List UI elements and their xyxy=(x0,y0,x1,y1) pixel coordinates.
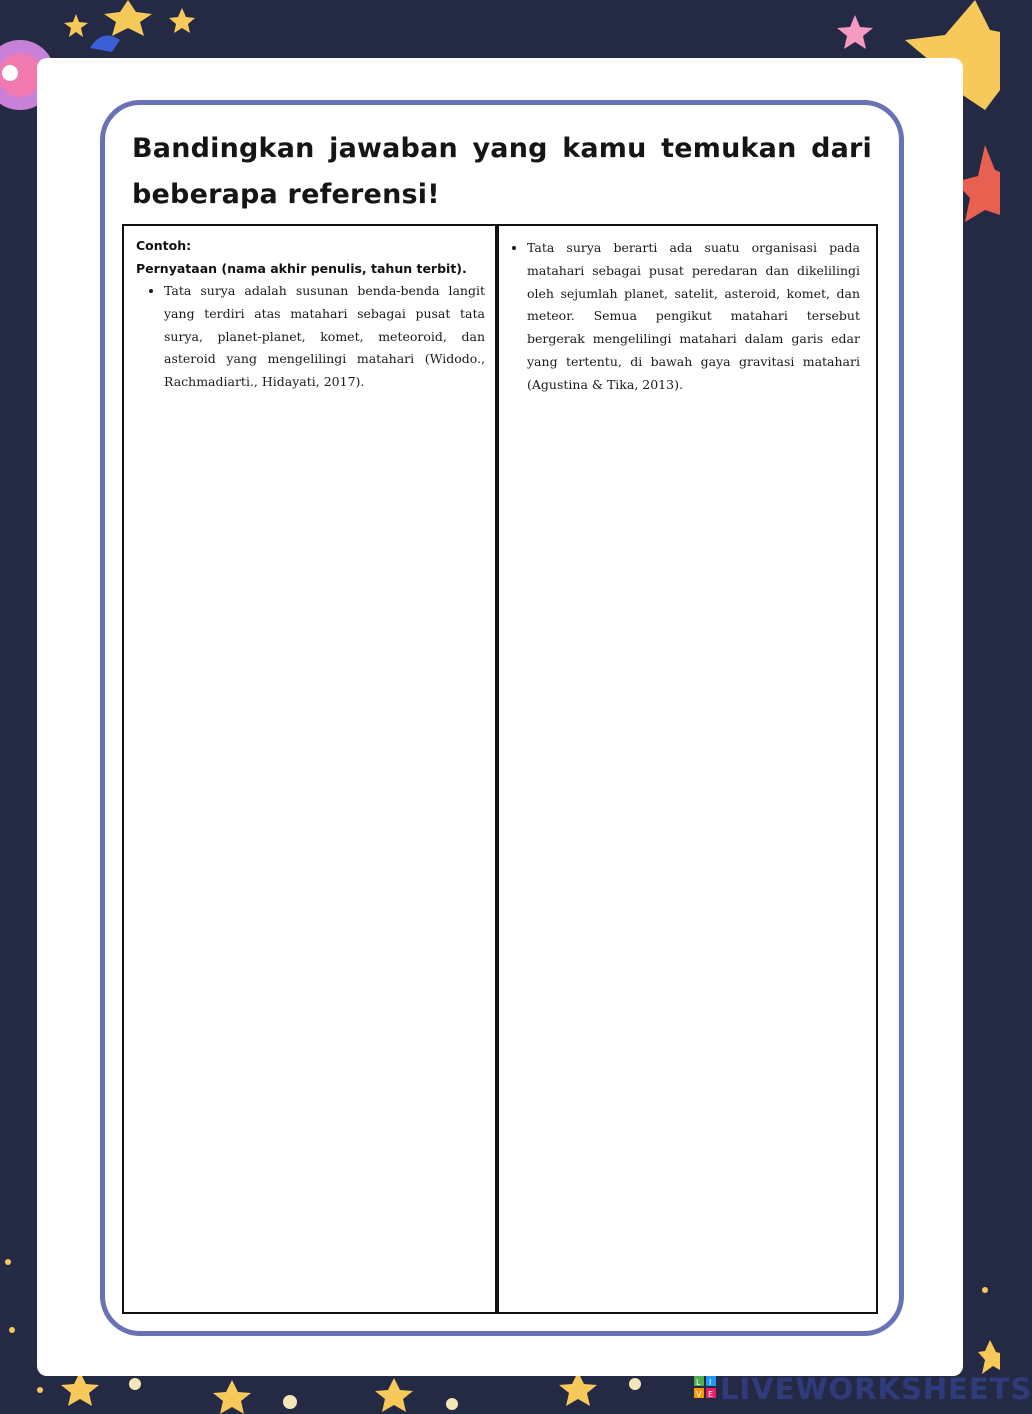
logo-letter-v: V xyxy=(696,1390,702,1399)
star-icon xyxy=(169,8,195,33)
comparison-table xyxy=(122,224,878,1314)
example-label: Contoh: xyxy=(136,238,192,253)
star-icon xyxy=(61,1372,99,1406)
star-icon xyxy=(559,1372,597,1406)
logo-letter-l: L xyxy=(696,1378,701,1387)
liveworksheets-logo-icon xyxy=(694,1376,718,1400)
left-bullet-item: • Tata surya adalah susunan benda-benda langit yang terdiri atas matahari sebagai pusat tata surya, planet-planet, komet, meteoroid, dan asteroid yang mengelilingi matahari (Widodo., Rachmadiarti., Hidayati, 2017). xyxy=(164,280,485,394)
star-icon xyxy=(64,14,88,37)
right-column-cell[interactable] xyxy=(497,226,876,1312)
format-label: Pernyataan (nama akhir penulis, tahun terbit). xyxy=(136,261,467,276)
right-bullet-list xyxy=(509,237,860,397)
right-bullet-item: • Tata surya berarti ada suatu organisasi pada matahari sebagai pusat peredaran dan dikelilingi oleh sejumlah planet, satelit, asteroid, komet, dan meteor. Semua pengikut matahari tersebut bergerak mengelilingi matahari dalam garis edar yang tertentu, di bawah gaya gravitasi matahari (Agustina & Tika, 2013). xyxy=(527,237,860,397)
watermark-text: LIVEWORKSHEETS xyxy=(720,1372,1032,1406)
star-icon xyxy=(213,1380,251,1414)
logo-letter-i: I xyxy=(709,1378,712,1387)
left-bullet-list xyxy=(136,280,485,394)
left-column-cell xyxy=(124,226,497,1312)
logo-letter-e: E xyxy=(708,1390,714,1399)
worksheet-title: Bandingkan jawaban yang kamu temukan dari beberapa referensi! xyxy=(132,133,872,210)
pink-star-icon xyxy=(837,15,873,49)
star-icon xyxy=(978,1340,1000,1374)
star-icon xyxy=(375,1378,413,1412)
star-icon xyxy=(104,0,152,36)
